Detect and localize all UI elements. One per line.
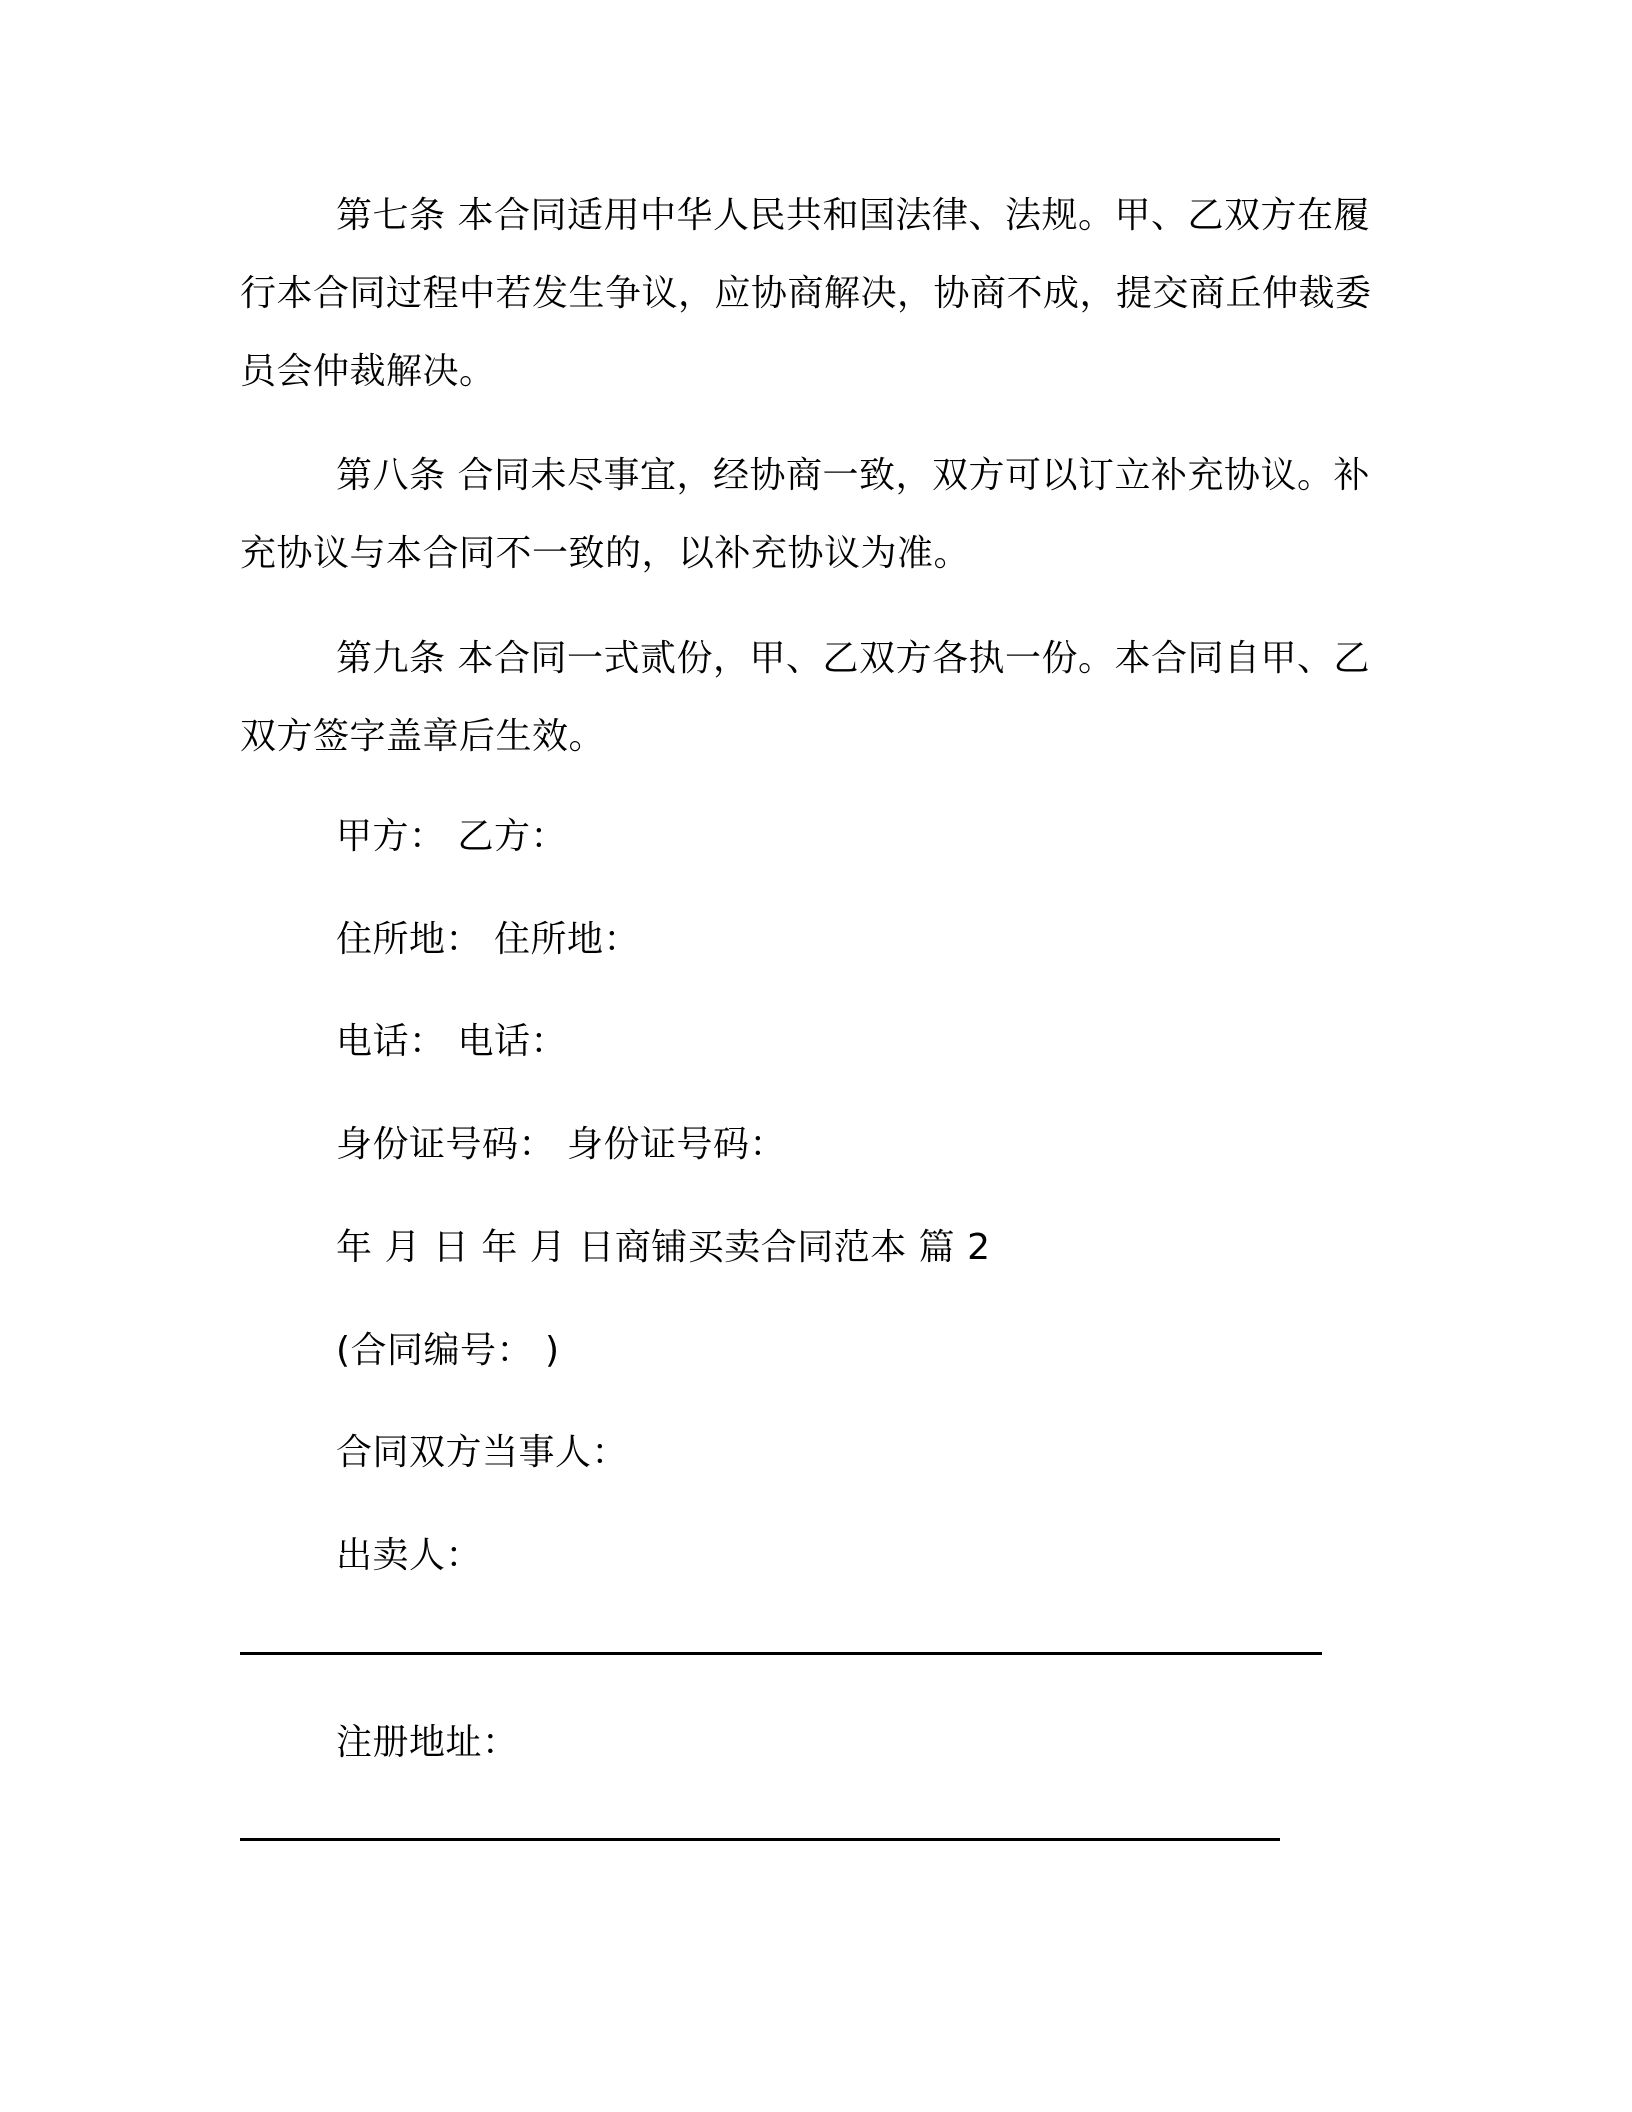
contract-number-line: (合同编号： ): [336, 1330, 560, 1371]
article-7-paragraph: 第七条 本合同适用中华人民共和国法律、法规。甲、乙双方在履行本合同过程中若发生争议，应协商解决，协商不成，提交商丘仲裁委员会仲裁解决。: [240, 195, 1372, 392]
seller-blank-rule: [240, 1652, 1322, 1655]
phone-line: 电话： 电话：: [336, 1021, 567, 1062]
party-line: 甲方： 乙方：: [336, 816, 567, 857]
registered-address-label: 注册地址：: [336, 1722, 519, 1763]
article-9-paragraph: 第九条 本合同一式贰份，甲、乙双方各执一份。本合同自甲、乙双方签字盖章后生效。: [240, 638, 1370, 757]
address-blank-rule: [240, 1838, 1280, 1841]
date-and-title-line: 年 月 日 年 月 日商铺买卖合同范本 篇 2: [336, 1227, 991, 1268]
address-line: 住所地： 住所地：: [336, 919, 640, 960]
seller-label: 出卖人：: [336, 1535, 483, 1576]
article-8-paragraph: 第八条 合同未尽事宜，经协商一致，双方可以订立补充协议。补充协议与本合同不一致的，以补充协议为准。: [240, 455, 1370, 574]
parties-heading: 合同双方当事人：: [336, 1432, 629, 1473]
id-number-line: 身份证号码： 身份证号码：: [336, 1124, 786, 1165]
